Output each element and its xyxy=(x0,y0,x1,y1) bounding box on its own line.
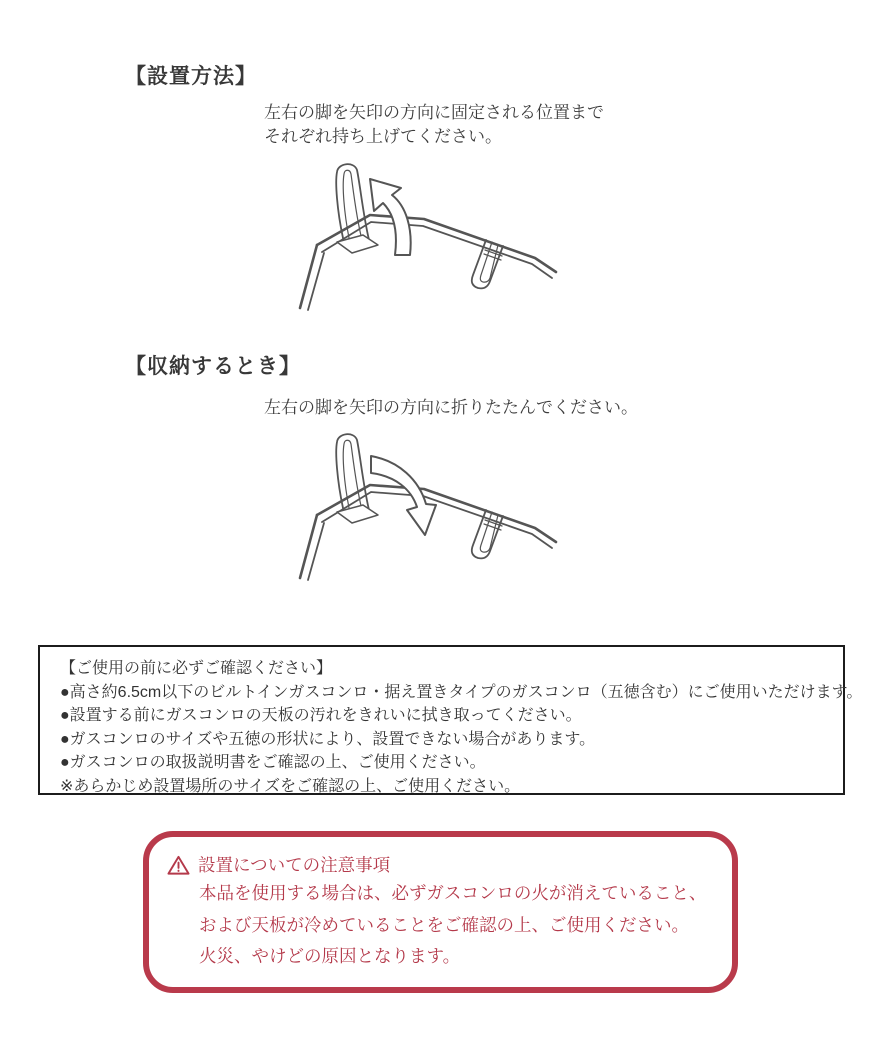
precaution-item: ※あらかじめ設置場所のサイズをご確認の上、ご使用ください。 xyxy=(60,777,521,795)
warning-body xyxy=(199,878,714,973)
warning-title-row xyxy=(167,852,714,878)
install-instruction-line1: 左右の脚を矢印の方向に固定される位置まで xyxy=(264,103,604,122)
warning-line: 本品を使用する場合は、必ずガスコンロの火が消えていること、 xyxy=(199,883,707,903)
folded-leg-graphic xyxy=(472,240,503,288)
install-instruction-text xyxy=(264,101,604,149)
warning-box xyxy=(143,831,738,993)
folded-leg-graphic xyxy=(472,510,503,558)
install-section-heading: 【設置方法】 xyxy=(125,65,257,88)
install-instruction-line2: それぞれ持ち上げてください。 xyxy=(264,127,502,146)
precaution-item: ●高さ約6.5cm以下のビルトインガスコンロ・据え置きタイプのガスコンロ（五徳含む）にご使用いただけます。 xyxy=(60,683,863,701)
store-diagram xyxy=(293,428,563,603)
install-diagram xyxy=(293,158,563,328)
warning-triangle-icon xyxy=(167,854,190,876)
plate-outline-graphic xyxy=(300,485,556,580)
precaution-item: ●ガスコンロのサイズや五徳の形状により、設置できない場合があります。 xyxy=(60,730,596,748)
precaution-item: ●ガスコンロの取扱説明書をご確認の上、ご使用ください。 xyxy=(60,754,486,771)
warning-line: および天板が冷めていることをご確認の上、ご使用ください。 xyxy=(199,914,689,935)
warning-title: 設置についての注意事項 xyxy=(198,855,391,875)
precautions-box xyxy=(38,645,863,795)
warning-line: 火災、やけどの原因となります。 xyxy=(199,946,461,966)
store-instruction-text: 左右の脚を矢印の方向に折りたたんでください。 xyxy=(264,398,638,417)
precaution-item: ●設置する前にガスコンロの天板の汚れをきれいに拭き取ってください。 xyxy=(60,707,582,724)
fold-arrow-icon xyxy=(371,456,436,535)
store-section-heading: 【収納するとき】 xyxy=(125,355,301,378)
plate-outline-graphic xyxy=(300,215,556,310)
precautions-title: 【ご使用の前に必ずご確認ください】 xyxy=(60,660,333,677)
